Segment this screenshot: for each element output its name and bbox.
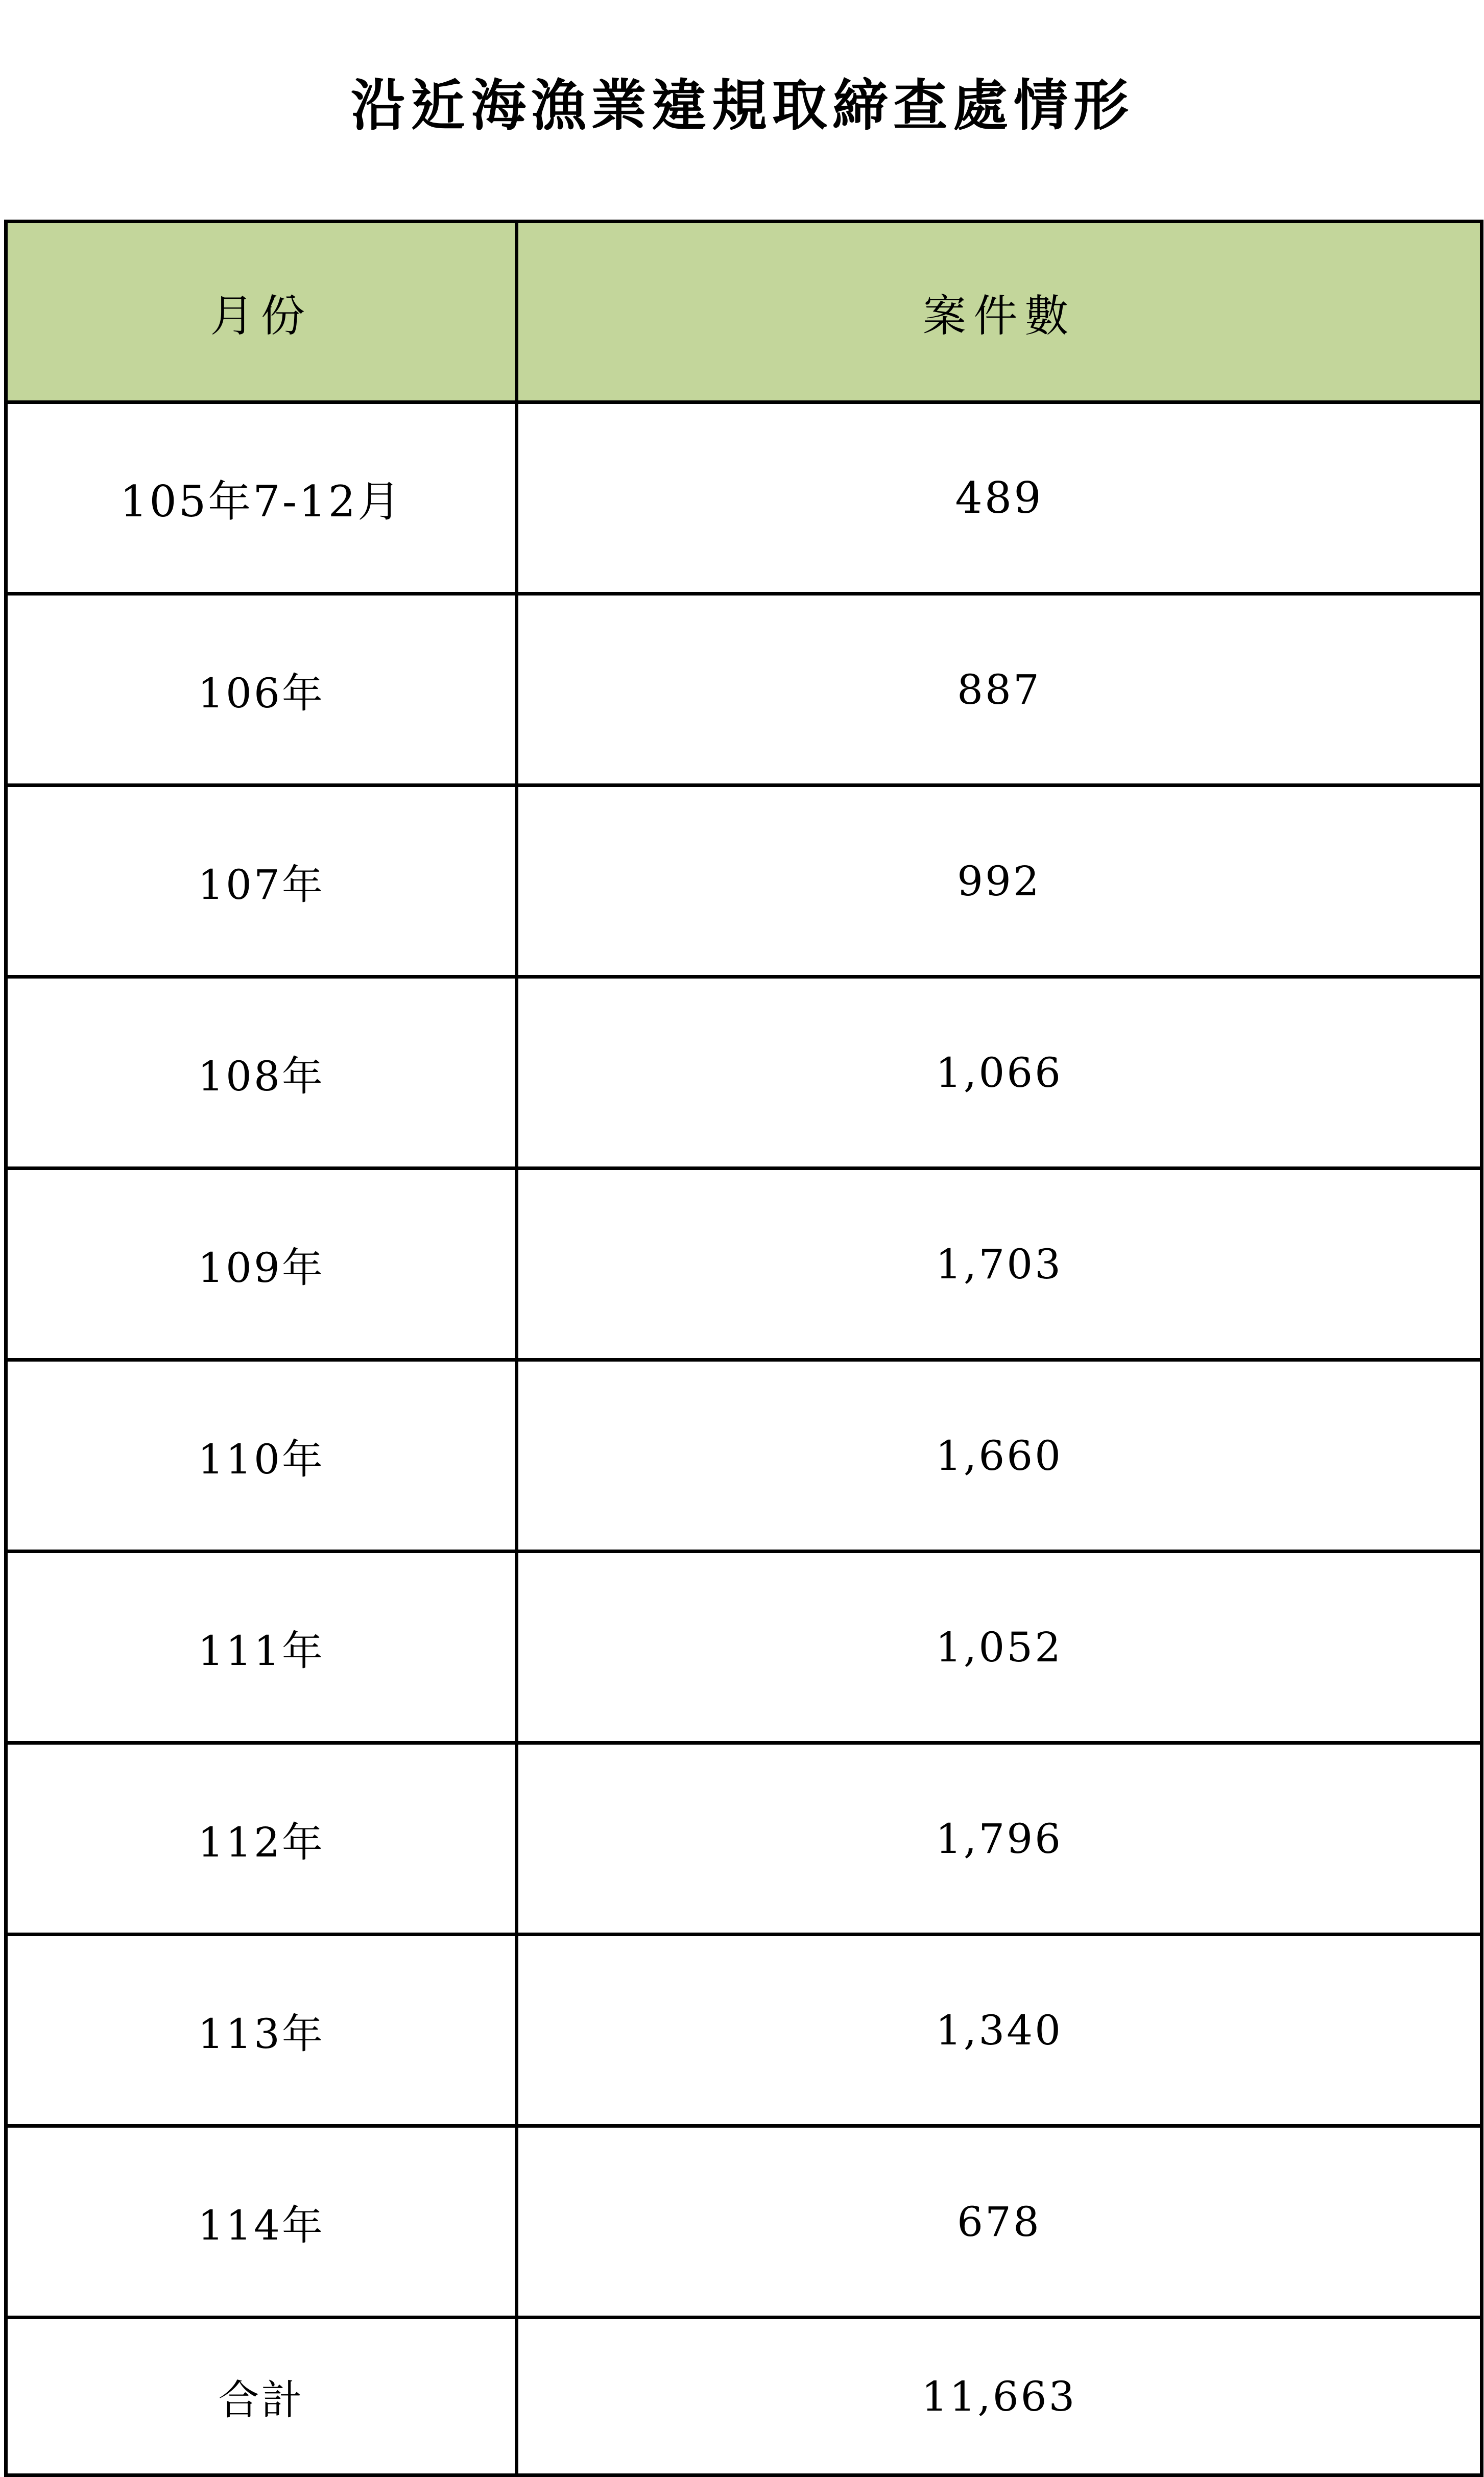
- table-header-row: [6, 222, 1482, 402]
- table-row: [6, 977, 1482, 1169]
- table-row: [6, 402, 1482, 594]
- table-header: [6, 222, 1482, 402]
- table-row: [6, 1935, 1482, 2126]
- cell-month: 111年: [6, 1552, 517, 1743]
- cell-month: 112年: [6, 1743, 517, 1935]
- cell-month: 105年7-12月: [6, 402, 517, 594]
- cell-month: 114年: [6, 2126, 517, 2318]
- table-row: [6, 1360, 1482, 1552]
- fishery-violation-table: [4, 220, 1483, 2477]
- table-body: [6, 402, 1482, 2475]
- cell-month-total: 合計: [6, 2318, 517, 2475]
- cell-count: 1,703: [517, 1169, 1482, 1360]
- cell-month: 107年: [6, 785, 517, 977]
- table-total-row: [6, 2318, 1482, 2475]
- cell-month: 113年: [6, 1935, 517, 2126]
- table-row: [6, 1169, 1482, 1360]
- cell-month: 110年: [6, 1360, 517, 1552]
- table-row: [6, 785, 1482, 977]
- cell-count: 1,066: [517, 977, 1482, 1169]
- cell-count: 1,052: [517, 1552, 1482, 1743]
- cell-month: 109年: [6, 1169, 517, 1360]
- cell-count: 1,660: [517, 1360, 1482, 1552]
- cell-count: 489: [517, 402, 1482, 594]
- cell-count-total: 11,663: [517, 2318, 1482, 2475]
- cell-count: 678: [517, 2126, 1482, 2318]
- cell-count: 887: [517, 594, 1482, 785]
- table-row: [6, 594, 1482, 785]
- table-container: [4, 220, 1480, 2477]
- column-header-month: 月份: [6, 222, 517, 402]
- cell-month: 106年: [6, 594, 517, 785]
- column-header-count: 案件數: [517, 222, 1482, 402]
- page-title: 沿近海漁業違規取締查處情形: [350, 74, 1134, 138]
- cell-month: 108年: [6, 977, 517, 1169]
- cell-count: 992: [517, 785, 1482, 977]
- table-row: [6, 1552, 1482, 1743]
- cell-count: 1,340: [517, 1935, 1482, 2126]
- table-row: [6, 1743, 1482, 1935]
- cell-count: 1,796: [517, 1743, 1482, 1935]
- table-row: [6, 2126, 1482, 2318]
